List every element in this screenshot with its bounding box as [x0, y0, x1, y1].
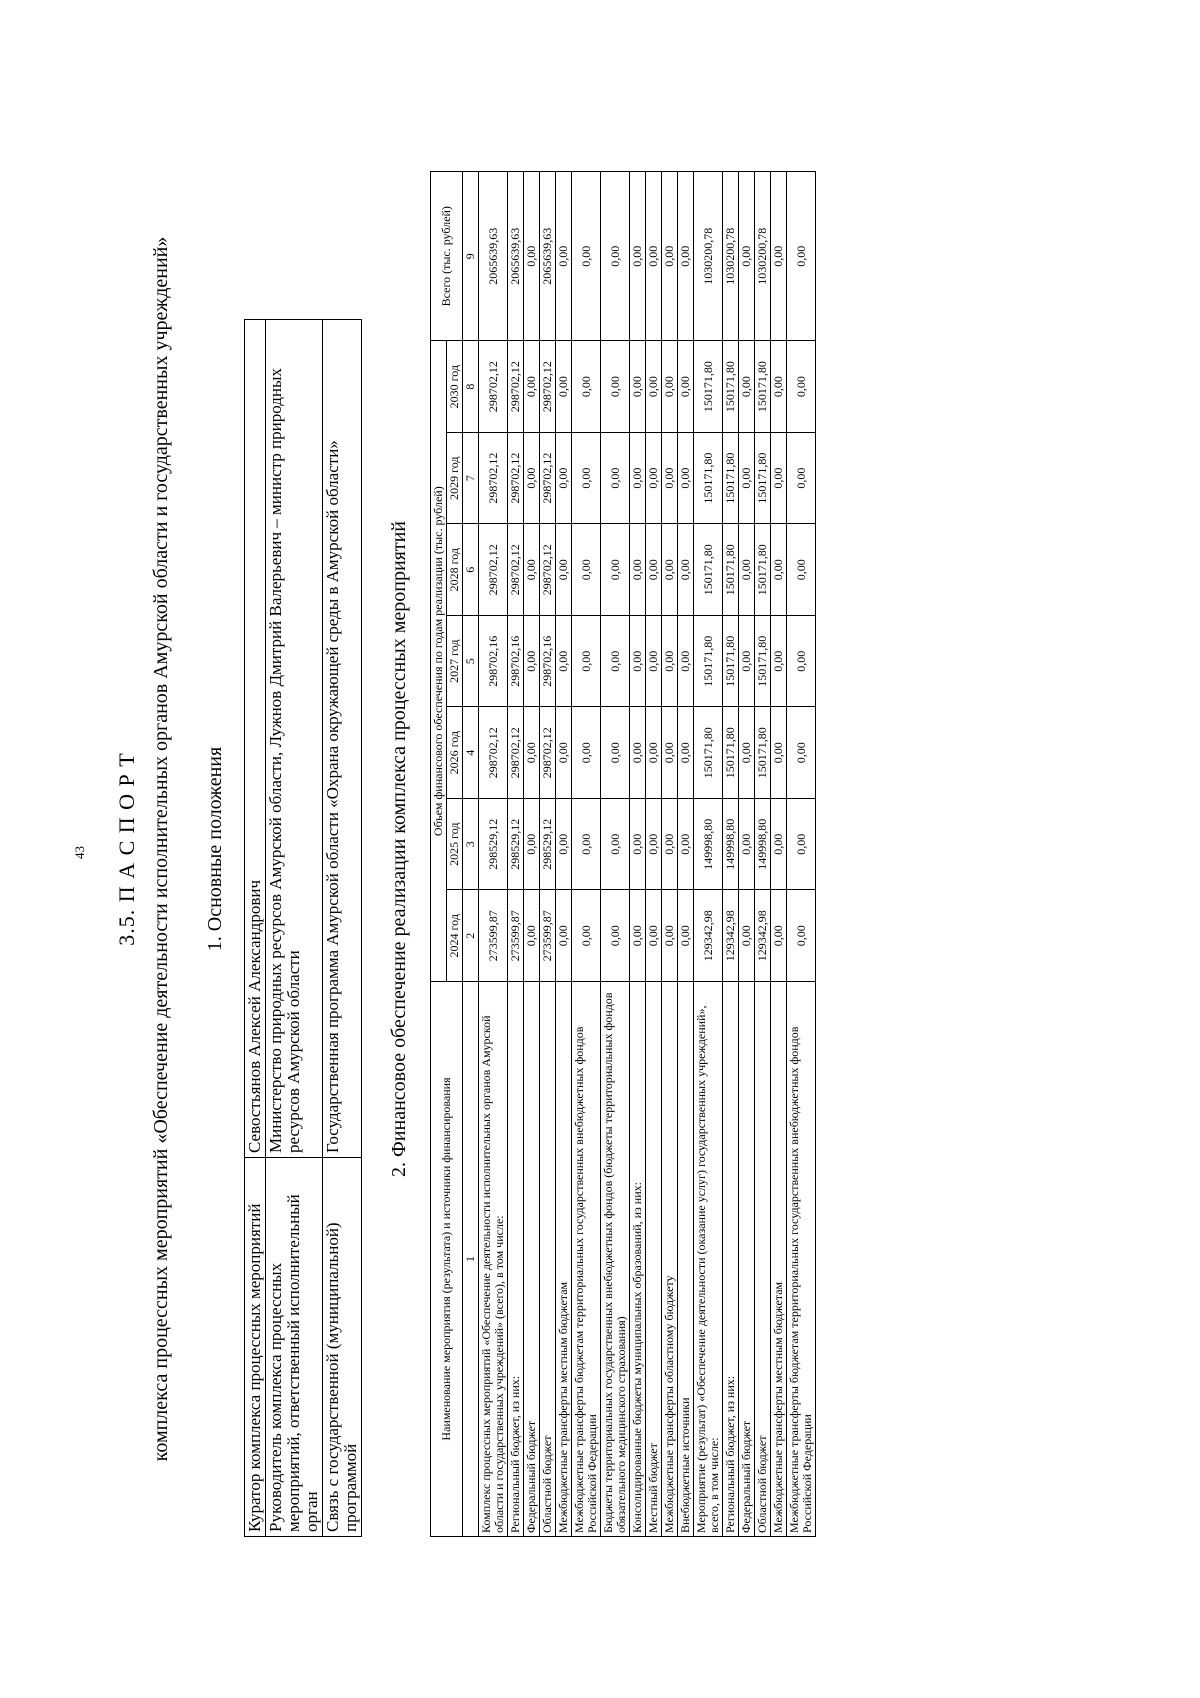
financing-year-value: 0,00	[646, 798, 662, 890]
financing-year-value: 0,00	[572, 341, 601, 433]
financing-source-name: Межбюджетные трансферты местным бюджетам	[771, 982, 787, 1537]
financing-row	[601, 172, 630, 1537]
financing-year-value: 0,00	[787, 432, 816, 524]
column-number: 6	[463, 524, 479, 616]
financing-year-value: 298702,12	[540, 432, 556, 524]
financing-total-value: 0,00	[739, 172, 755, 341]
financing-year-value: 298702,12	[508, 432, 524, 524]
financing-row	[723, 172, 739, 1537]
financing-year-value: 0,00	[556, 524, 572, 616]
financing-year-value: 0,00	[572, 524, 601, 616]
financing-year-value: 150171,80	[694, 615, 723, 707]
financing-year-value: 0,00	[556, 341, 572, 433]
financing-row	[678, 172, 694, 1537]
financing-source-name: Консолидированные бюджеты муниципальных образований, из них:	[630, 982, 646, 1537]
financing-source-name: Межбюджетные трансферты областному бюджету	[662, 982, 678, 1537]
financing-row	[508, 172, 524, 1537]
financing-year-value: 0,00	[556, 798, 572, 890]
financing-year-value: 0,00	[601, 798, 630, 890]
financing-source-name: Межбюджетные трансферты бюджетам территориальных государственных внебюджетных фондов Российской Федерации	[787, 982, 816, 1537]
financing-year-value: 0,00	[556, 432, 572, 524]
year-header: 2025 год	[447, 798, 463, 890]
financing-year-value: 0,00	[601, 432, 630, 524]
financing-year-value: 0,00	[787, 524, 816, 616]
financing-source-name: Областной бюджет	[755, 982, 771, 1537]
financing-total-value: 1030200,78	[694, 172, 723, 341]
financing-header-row	[431, 172, 447, 1537]
section2-heading: 2. Финансовое обеспечение реализации комплекса процессных мероприятий	[388, 521, 410, 1178]
financing-year-value: 0,00	[524, 890, 540, 982]
financing-total-value: 0,00	[771, 172, 787, 341]
year-header: 2029 год	[447, 432, 463, 524]
financing-row	[572, 172, 601, 1537]
financing-year-value: 0,00	[646, 707, 662, 799]
financing-year-value: 0,00	[787, 798, 816, 890]
financing-year-value: 298702,16	[508, 615, 524, 707]
financing-total-value: 2065639,63	[540, 172, 556, 341]
year-header: 2028 год	[447, 524, 463, 616]
financing-year-value: 150171,80	[694, 432, 723, 524]
financing-year-value: 298702,12	[540, 341, 556, 433]
financing-year-value: 0,00	[524, 524, 540, 616]
financing-year-value: 0,00	[678, 615, 694, 707]
passport-subtitle: комплекса процессных мероприятий «Обеспечение деятельности исполнительных органов Амурской области и государственных учреждений»	[150, 236, 172, 1462]
column-number: 3	[463, 798, 479, 890]
financing-total-value: 0,00	[678, 172, 694, 341]
financing-row	[694, 172, 723, 1537]
financing-year-value: 0,00	[662, 432, 678, 524]
financing-year-value: 0,00	[787, 707, 816, 799]
passport-title: 3.5. П А С П О Р Т	[114, 752, 139, 946]
basic-info-label: Связь с государственной (муниципальной) программой	[323, 1158, 362, 1537]
financing-row	[479, 172, 508, 1537]
column-number: 9	[463, 172, 479, 341]
financing-year-value: 0,00	[771, 432, 787, 524]
financing-source-name: Комплекс процессных мероприятий «Обеспечение деятельности исполнительных органов Амурской области и государственных учреждений» (всего), в том числе:	[479, 982, 508, 1537]
financing-year-value: 0,00	[771, 707, 787, 799]
column-number: 7	[463, 432, 479, 524]
financing-year-value: 150171,80	[694, 707, 723, 799]
financing-total-value: 0,00	[646, 172, 662, 341]
financing-source-name: Федеральный бюджет	[739, 982, 755, 1537]
financing-source-name: Внебюджетные источники	[678, 982, 694, 1537]
financing-year-value: 0,00	[630, 798, 646, 890]
financing-total-value: 0,00	[630, 172, 646, 341]
financing-source-name: Межбюджетные трансферты местным бюджетам	[556, 982, 572, 1537]
financing-row	[540, 172, 556, 1537]
basic-info-row	[323, 320, 362, 1537]
financing-year-value: 0,00	[646, 890, 662, 982]
financing-year-value: 0,00	[662, 890, 678, 982]
financing-year-value: 298702,12	[508, 707, 524, 799]
financing-year-value: 129342,98	[755, 890, 771, 982]
financing-year-value: 0,00	[572, 615, 601, 707]
financing-row	[524, 172, 540, 1537]
financing-year-value: 0,00	[678, 890, 694, 982]
financing-year-value: 0,00	[678, 707, 694, 799]
financing-year-value: 0,00	[771, 615, 787, 707]
financing-year-value: 0,00	[630, 890, 646, 982]
financing-year-value: 0,00	[572, 707, 601, 799]
financing-year-value: 0,00	[556, 707, 572, 799]
financing-total-value: 1030200,78	[755, 172, 771, 341]
financing-year-value: 0,00	[787, 615, 816, 707]
column-number: 5	[463, 615, 479, 707]
financing-year-value: 150171,80	[755, 341, 771, 433]
financing-year-value: 298702,12	[479, 432, 508, 524]
name-column-header: Наименование мероприятия (результата) и источники финансирования	[431, 982, 463, 1537]
financing-year-value: 0,00	[646, 432, 662, 524]
basic-info-row	[266, 320, 323, 1537]
financing-source-name: Региональный бюджет, из них:	[508, 982, 524, 1537]
financing-year-value: 150171,80	[723, 432, 739, 524]
financing-total-value: 2065639,63	[479, 172, 508, 341]
document-page	[70, 99, 1130, 1599]
financing-year-value: 0,00	[556, 890, 572, 982]
financing-year-value: 0,00	[771, 341, 787, 433]
financing-source-name: Бюджеты территориальных государственных внебюджетных фондов (бюджеты территориальных фондов обязательного медицинского страхования)	[601, 982, 630, 1537]
financing-year-value: 0,00	[524, 615, 540, 707]
financing-total-value: 0,00	[572, 172, 601, 341]
financing-source-name: Региональный бюджет, из них:	[723, 982, 739, 1537]
basic-info-label: Куратор комплекса процессных мероприятий	[245, 1158, 266, 1537]
year-header: 2030 год	[447, 341, 463, 433]
financing-year-value: 150171,80	[755, 524, 771, 616]
financing-year-value: 150171,80	[723, 524, 739, 616]
financing-year-value: 0,00	[524, 798, 540, 890]
financing-source-name: Областной бюджет	[540, 982, 556, 1537]
financing-year-value: 0,00	[524, 341, 540, 433]
financing-year-value: 0,00	[771, 890, 787, 982]
financing-total-value: 0,00	[601, 172, 630, 341]
financing-total-value: 1030200,78	[723, 172, 739, 341]
basic-info-table	[244, 319, 362, 1537]
basic-info-value: Севостьянов Алексей Александрович	[245, 320, 266, 1158]
financing-year-value: 0,00	[630, 615, 646, 707]
financing-year-value: 0,00	[787, 341, 816, 433]
financing-total-value: 2065639,63	[508, 172, 524, 341]
financing-year-value: 298702,12	[479, 707, 508, 799]
financing-year-value: 273599,87	[479, 890, 508, 982]
financing-year-value: 0,00	[601, 890, 630, 982]
page-number: 43	[72, 846, 87, 859]
financing-row	[755, 172, 771, 1537]
financing-year-value: 150171,80	[723, 341, 739, 433]
financing-year-value: 298529,12	[508, 798, 524, 890]
financing-year-value: 0,00	[739, 432, 755, 524]
basic-info-label: Руководитель комплекса процессных мероприятий, ответственный исполнительный орган	[266, 1158, 323, 1537]
basic-info-value: Государственная программа Амурской области «Охрана окружающей среды в Амурской области»	[323, 320, 362, 1158]
financing-year-value: 0,00	[739, 798, 755, 890]
financing-year-value: 0,00	[572, 432, 601, 524]
financing-year-value: 0,00	[630, 341, 646, 433]
financing-year-value: 0,00	[771, 798, 787, 890]
financing-year-value: 0,00	[662, 615, 678, 707]
financing-year-value: 149998,80	[755, 798, 771, 890]
financing-total-value: 0,00	[787, 172, 816, 341]
total-column-header: Всего (тыс. рублей)	[431, 172, 463, 341]
financing-year-value: 298702,12	[508, 524, 524, 616]
financing-year-value: 298529,12	[479, 798, 508, 890]
financing-year-value: 298702,16	[479, 615, 508, 707]
financing-year-value: 0,00	[678, 432, 694, 524]
basic-info-row	[245, 320, 266, 1537]
financing-year-value: 0,00	[524, 707, 540, 799]
financing-year-value: 298702,12	[540, 524, 556, 616]
financing-row	[630, 172, 646, 1537]
financing-year-value: 0,00	[601, 615, 630, 707]
financing-year-value: 0,00	[739, 615, 755, 707]
financing-source-name: Местный бюджет	[646, 982, 662, 1537]
basic-info-value: Министерство природных ресурсов Амурской области, Лужнов Дмитрий Валерьевич – министр природных ресурсов Амурской области	[266, 320, 323, 1158]
financing-year-value: 0,00	[662, 524, 678, 616]
financing-year-value: 298702,12	[479, 341, 508, 433]
financing-year-value: 150171,80	[755, 432, 771, 524]
financing-source-name: Федеральный бюджет	[524, 982, 540, 1537]
financing-row	[739, 172, 755, 1537]
financing-total-value: 0,00	[556, 172, 572, 341]
financing-year-value: 150171,80	[755, 707, 771, 799]
financing-year-value: 0,00	[771, 524, 787, 616]
year-header: 2027 год	[447, 615, 463, 707]
financing-total-value: 0,00	[662, 172, 678, 341]
financing-year-value: 0,00	[678, 798, 694, 890]
financing-year-value: 0,00	[739, 707, 755, 799]
financing-row	[556, 172, 572, 1537]
financing-year-value: 0,00	[739, 890, 755, 982]
financing-year-value: 0,00	[739, 341, 755, 433]
financing-year-value: 0,00	[678, 524, 694, 616]
financing-row	[771, 172, 787, 1537]
financing-year-value: 129342,98	[694, 890, 723, 982]
financing-year-value: 0,00	[572, 890, 601, 982]
financing-year-value: 150171,80	[694, 341, 723, 433]
financing-row	[787, 172, 816, 1537]
financing-year-value: 150171,80	[723, 707, 739, 799]
column-number: 1	[463, 982, 479, 1537]
financing-year-value: 298702,12	[540, 707, 556, 799]
financing-year-value: 0,00	[646, 524, 662, 616]
column-number-row	[463, 172, 479, 1537]
financing-year-value: 0,00	[739, 524, 755, 616]
volume-column-header: Объем финансового обеспечения по годам реализации (тыс. рублей)	[431, 341, 447, 982]
financing-year-value: 298702,12	[508, 341, 524, 433]
financing-year-value: 0,00	[787, 890, 816, 982]
financing-year-value: 0,00	[572, 798, 601, 890]
financing-row	[662, 172, 678, 1537]
financing-year-value: 298529,12	[540, 798, 556, 890]
financing-year-value: 273599,87	[508, 890, 524, 982]
financing-year-value: 0,00	[662, 707, 678, 799]
financing-year-value: 0,00	[630, 707, 646, 799]
financing-year-value: 273599,87	[540, 890, 556, 982]
column-number: 8	[463, 341, 479, 433]
financing-year-value: 150171,80	[694, 524, 723, 616]
financing-year-value: 150171,80	[723, 615, 739, 707]
financing-year-value: 0,00	[662, 798, 678, 890]
financing-year-value: 0,00	[601, 707, 630, 799]
financing-table	[430, 171, 816, 1537]
section1-heading: 1. Основные положения	[204, 746, 226, 952]
column-number: 2	[463, 890, 479, 982]
financing-row	[646, 172, 662, 1537]
financing-year-value: 0,00	[601, 524, 630, 616]
financing-year-value: 0,00	[646, 615, 662, 707]
year-header: 2026 год	[447, 707, 463, 799]
financing-source-name: Межбюджетные трансферты бюджетам территориальных государственных внебюджетных фондов Российской Федерации	[572, 982, 601, 1537]
financing-year-value: 150171,80	[755, 615, 771, 707]
year-header: 2024 год	[447, 890, 463, 982]
financing-year-value: 149998,80	[723, 798, 739, 890]
financing-year-value: 0,00	[646, 341, 662, 433]
financing-year-value: 0,00	[630, 432, 646, 524]
financing-year-value: 129342,98	[723, 890, 739, 982]
financing-year-value: 0,00	[524, 432, 540, 524]
financing-year-value: 0,00	[678, 341, 694, 433]
column-number: 4	[463, 707, 479, 799]
financing-year-value: 0,00	[662, 341, 678, 433]
financing-year-value: 0,00	[601, 341, 630, 433]
financing-year-value: 0,00	[556, 615, 572, 707]
financing-year-value: 298702,12	[479, 524, 508, 616]
financing-source-name: Мероприятие (результат) «Обеспечение деятельности (оказание услуг) государственных учреждений», всего, в том числе:	[694, 982, 723, 1537]
financing-total-value: 0,00	[524, 172, 540, 341]
financing-year-value: 298702,16	[540, 615, 556, 707]
financing-year-value: 0,00	[630, 524, 646, 616]
financing-year-value: 149998,80	[694, 798, 723, 890]
